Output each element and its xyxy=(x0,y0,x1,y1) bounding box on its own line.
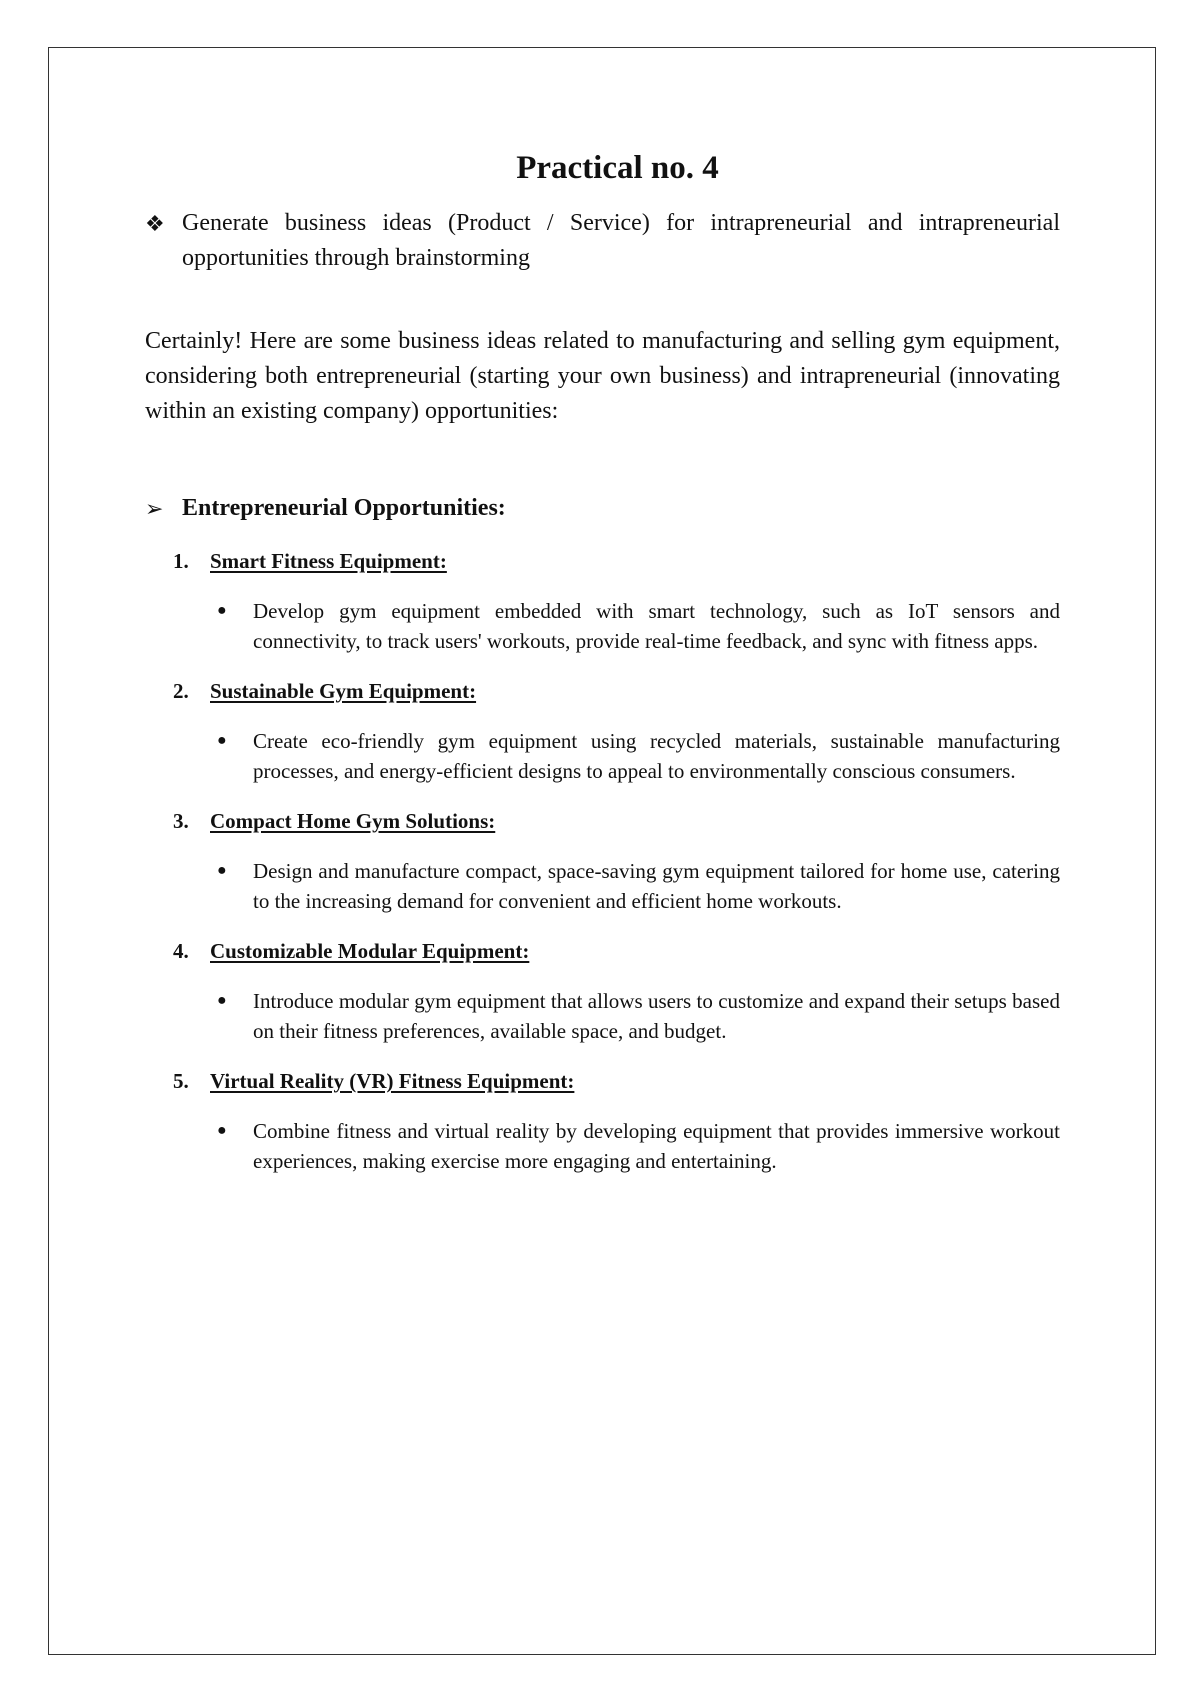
idea-bullet xyxy=(217,726,1060,786)
idea-item xyxy=(145,806,1060,916)
idea-item xyxy=(145,936,1060,1046)
idea-description: Create eco-friendly gym equipment using recycled materials, sustainable manufacturing processes, and energy-efficient designs to appeal to environmentally conscious consumers. xyxy=(253,729,1060,783)
idea-number: 5. xyxy=(173,1069,189,1093)
ideas-list xyxy=(145,546,1060,1176)
arrow-bullet-icon: ➢ xyxy=(145,495,164,521)
bullet-dot-icon: ● xyxy=(217,862,227,879)
bullet-dot-icon: ● xyxy=(217,732,227,749)
section-heading-text: Entrepreneurial Opportunities: xyxy=(182,495,506,521)
intro-paragraph: Certainly! Here are some business ideas related to manufacturing and selling gym equipment, considering both entrepreneurial (starting your own business) and intrapreneurial (innovating within an existing company) opportunities: xyxy=(145,328,1060,424)
idea-bullet xyxy=(217,596,1060,656)
idea-item xyxy=(145,546,1060,656)
objective xyxy=(145,206,1060,276)
idea-number: 2. xyxy=(173,679,189,703)
idea-item xyxy=(145,676,1060,786)
idea-title: Smart Fitness Equipment: xyxy=(210,549,447,573)
bullet-dot-icon: ● xyxy=(217,992,227,1009)
idea-description: Introduce modular gym equipment that allows users to customize and expand their setups based on their fitness preferences, available space, and budget. xyxy=(253,989,1060,1043)
page-title: Practical no. 4 xyxy=(516,150,719,186)
idea-title: Virtual Reality (VR) Fitness Equipment: xyxy=(210,1069,575,1093)
idea-title: Compact Home Gym Solutions: xyxy=(210,809,496,833)
idea-description: Combine fitness and virtual reality by developing equipment that provides immersive workout experiences, making exercise more engaging and entertaining. xyxy=(253,1119,1060,1173)
idea-title: Sustainable Gym Equipment: xyxy=(210,679,477,703)
idea-description: Develop gym equipment embedded with smart technology, such as IoT sensors and connectivity, to track users' workouts, provide real-time feedback, and sync with fitness apps. xyxy=(253,599,1060,653)
section-heading xyxy=(145,491,1060,526)
bullet-dot-icon: ● xyxy=(217,602,227,619)
idea-title-row xyxy=(173,936,1060,966)
document-content xyxy=(145,140,1060,1176)
objective-text: Generate business ideas (Product / Service) for intrapreneurial and intrapreneurial opportunities through brainstorming xyxy=(182,210,1060,271)
idea-bullet xyxy=(217,986,1060,1046)
idea-title: Customizable Modular Equipment: xyxy=(210,939,530,963)
idea-bullet xyxy=(217,1116,1060,1176)
idea-item xyxy=(145,1066,1060,1176)
diamond-bullet-icon: ❖ xyxy=(145,211,165,236)
idea-description: Design and manufacture compact, space-saving gym equipment tailored for home use, catering to the increasing demand for convenient and efficient home workouts. xyxy=(253,859,1060,913)
idea-title-row xyxy=(173,806,1060,836)
idea-number: 1. xyxy=(173,549,189,573)
idea-bullet xyxy=(217,856,1060,916)
idea-title-row xyxy=(173,546,1060,576)
idea-number: 3. xyxy=(173,809,189,833)
idea-number: 4. xyxy=(173,939,189,963)
bullet-dot-icon: ● xyxy=(217,1122,227,1139)
idea-title-row xyxy=(173,1066,1060,1096)
idea-title-row xyxy=(173,676,1060,706)
